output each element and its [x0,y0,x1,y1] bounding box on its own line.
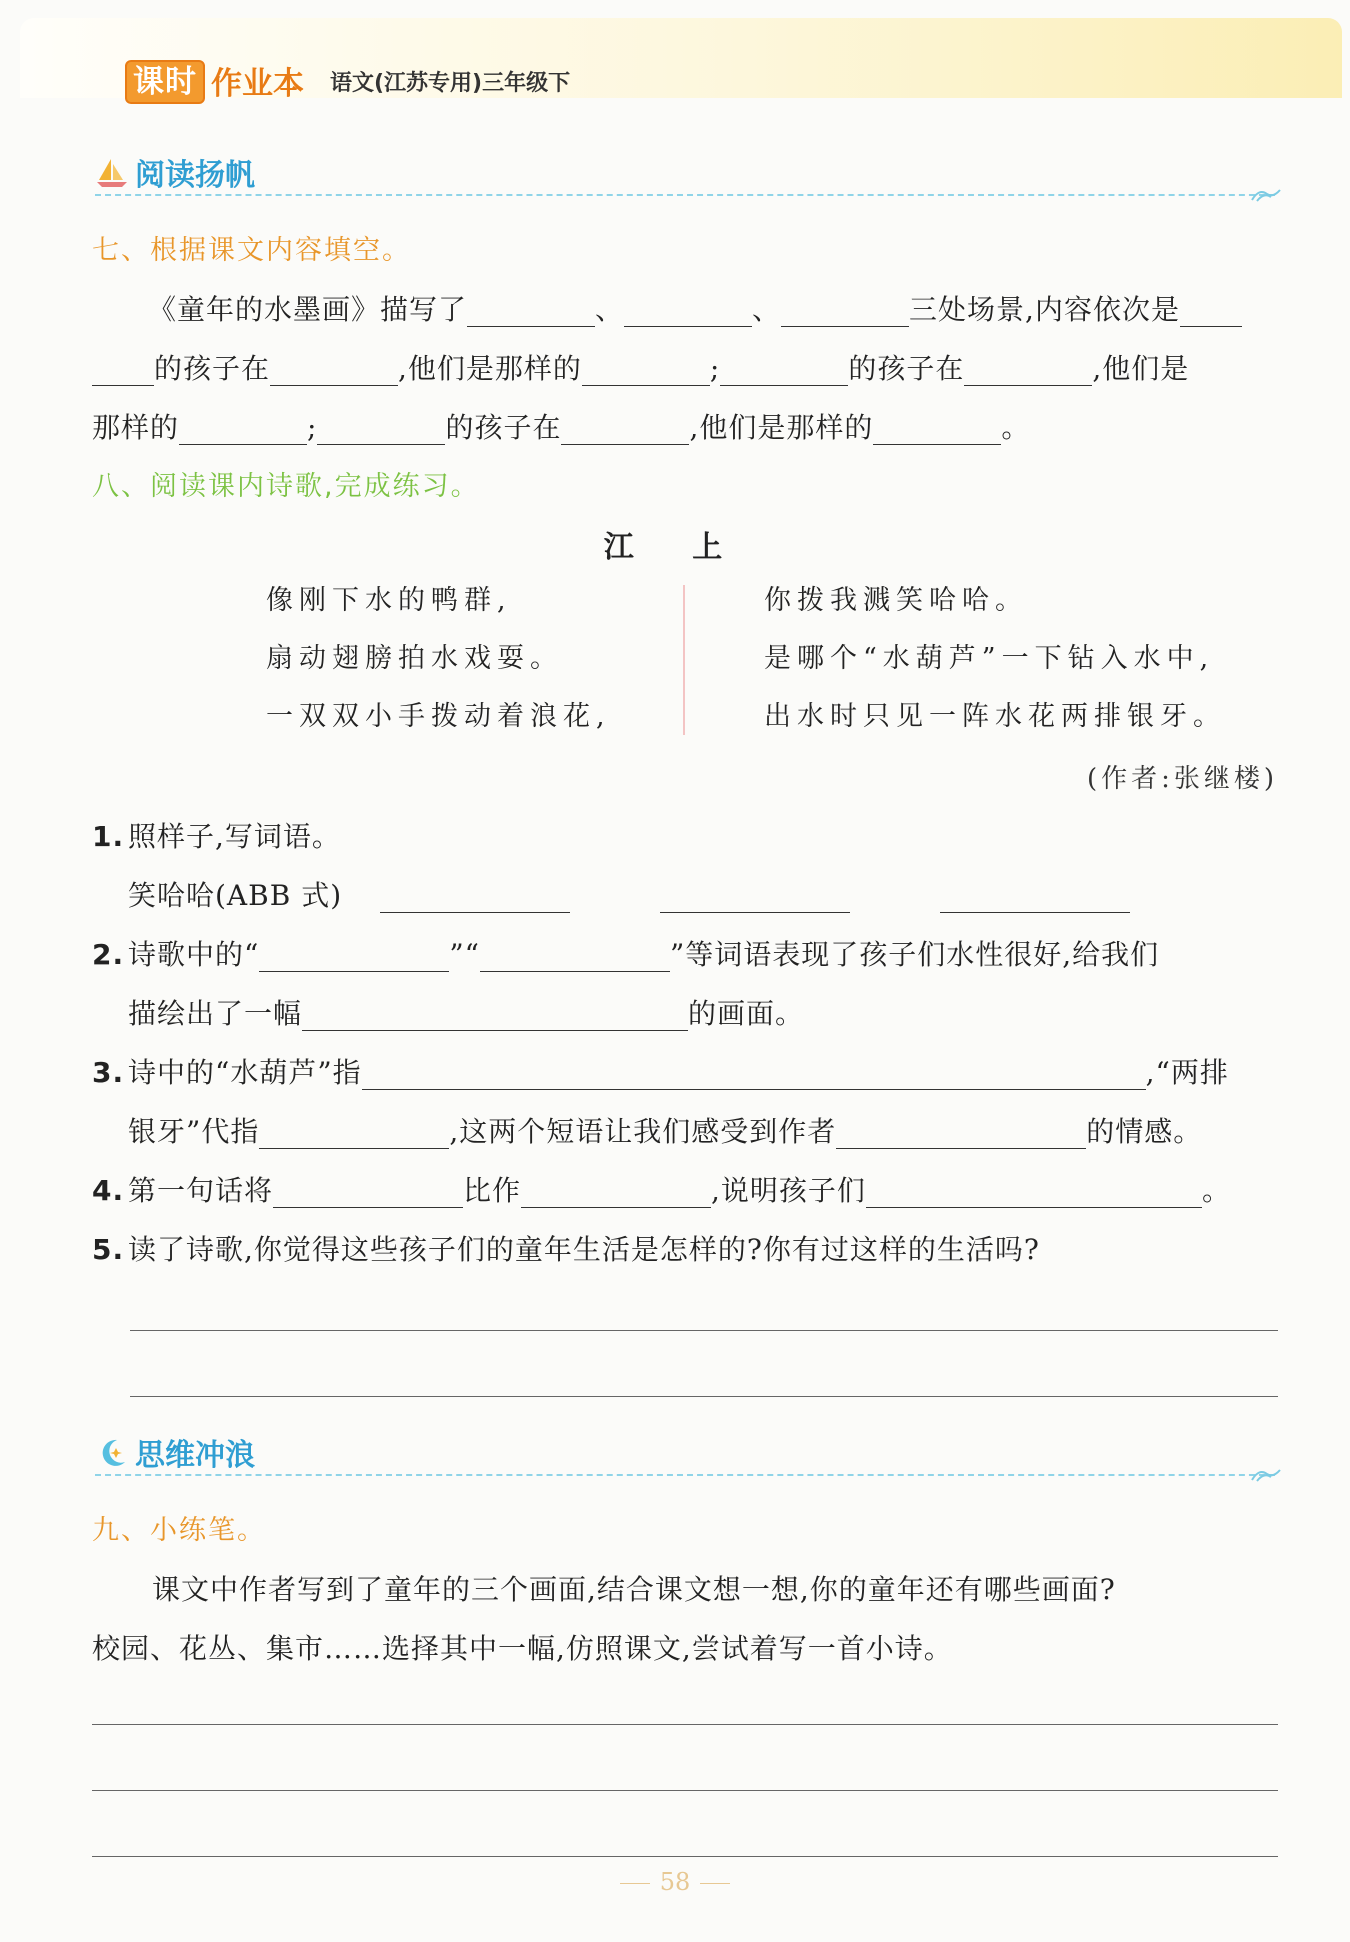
q7-line-3 [92,398,1282,457]
blank[interactable] [1180,292,1242,327]
blank[interactable] [179,410,307,445]
text: 、 [752,293,782,326]
item-number: 3. [92,1056,125,1089]
answer-blank[interactable] [660,878,850,913]
blank[interactable] [92,351,154,386]
text: 《童年的水墨画》描写了 [148,293,468,326]
blank[interactable] [259,1114,449,1149]
q7-line-1 [92,280,1282,339]
section-title: 阅读扬帆 [135,158,255,193]
blank[interactable] [302,996,688,1031]
item-number: 4. [92,1174,125,1207]
text: 的情感。 [1086,1115,1203,1148]
text: ,说明孩子们 [711,1174,866,1207]
q8-item-3-cont [92,1102,1318,1161]
text: 、 [595,293,625,326]
blank[interactable] [362,1055,1146,1090]
q8-item-1-example [92,866,1318,925]
blank[interactable] [873,410,1001,445]
text: 的孩子在 [848,352,965,385]
text: ,这两个短语让我们感受到作者 [449,1115,837,1148]
answer-line[interactable] [92,1856,1278,1857]
text: 的孩子在 [445,411,562,444]
q9-paragraph-1: 课文中作者写到了童年的三个画面,结合课文想一想,你的童年还有哪些画面? [152,1573,1116,1606]
poem-author: (作者:张继楼) [1086,764,1278,794]
q9-paragraph-2: 校园、花丛、集市……选择其中一幅,仿照课文,尝试着写一首小诗。 [92,1632,953,1665]
blank[interactable] [781,292,909,327]
q8-item-4 [92,1161,1282,1220]
text: ,他们是那样的 [689,411,874,444]
section-thinking [95,1428,1275,1476]
text: 银牙”代指 [128,1115,260,1148]
page-number-text: 58 [659,1868,691,1896]
text: ,他们是 [1092,352,1190,385]
q8-item-3 [92,1043,1282,1102]
poem-title: 江 上 [603,530,747,565]
blank[interactable] [480,937,670,972]
blank[interactable] [624,292,752,327]
wave-icon [1251,1466,1281,1482]
text: ”等词语表现了孩子们水性很好,给我们 [669,938,1160,971]
blank[interactable] [317,410,445,445]
answer-line[interactable] [130,1330,1278,1331]
poem-line: 是哪个“水葫芦”一下钻入水中, [764,643,1215,674]
text: 比作 [463,1174,522,1207]
blank[interactable] [270,351,398,386]
poem-line: 一双双小手拨动着浪花, [266,701,611,732]
text: 那样的 [92,411,180,444]
blank[interactable] [521,1173,711,1208]
item-number: 1. [92,820,125,853]
text: ; [307,411,318,444]
text: ,他们是那样的 [398,352,582,385]
page-number [0,1868,1350,1896]
text: ”“ [449,938,480,971]
blank[interactable] [836,1114,1086,1149]
blank[interactable] [582,351,710,386]
text: 描绘出了一幅 [128,997,303,1030]
text: 。 [1001,411,1031,444]
question-8-title: 八、阅读课内诗歌,完成练习。 [92,471,480,502]
q8-item-1 [92,807,1282,866]
poem-line: 像刚下水的鸭群, [266,585,512,616]
wave-icon [1251,186,1281,202]
item-text: 读了诗歌,你觉得这些孩子们的童年生活是怎样的?你有过这样的生活吗? [128,1233,1040,1266]
sailboat-icon [95,156,129,190]
blank[interactable] [866,1173,1202,1208]
poem-right-column [764,572,1226,746]
q8-item-2 [92,925,1282,984]
answer-line[interactable] [130,1396,1278,1397]
poem-left-column [266,572,611,746]
moon-star-icon [95,1436,129,1470]
blank[interactable] [720,351,848,386]
item-text: 照样子,写词语。 [128,820,341,853]
text: 三处场景,内容依次是 [909,293,1180,326]
item-number: 2. [92,938,125,971]
text: 的画面。 [688,997,805,1030]
text: 。 [1201,1174,1231,1207]
item-number: 5. [92,1233,125,1266]
answer-line[interactable] [92,1724,1278,1725]
question-7-title: 七、根据课文内容填空。 [92,235,411,266]
answer-line[interactable] [92,1790,1278,1791]
blank[interactable] [467,292,595,327]
brand-name: 作业本 [211,66,304,102]
section-title: 思维冲浪 [135,1438,255,1473]
example-text: 笑哈哈(ABB 式) [128,879,343,912]
poem-line: 扇动翅膀拍水戏耍。 [266,643,563,674]
text: 诗中的“水葫芦”指 [128,1056,362,1089]
blank[interactable] [964,351,1092,386]
book-subtitle: 语文(江苏专用)三年级下 [330,71,571,96]
blank[interactable] [273,1173,463,1208]
poem-divider [683,585,685,735]
blank[interactable] [561,410,689,445]
brand-logo: 课时 [125,60,205,104]
blank[interactable] [259,937,449,972]
question-9-title: 九、小练笔。 [92,1515,266,1546]
text: ; [709,352,721,385]
text: 第一句话将 [128,1174,274,1207]
text: ,“两排 [1145,1056,1229,1089]
text: 的孩子在 [154,352,271,385]
poem-line: 出水时只见一阵水花两排银牙。 [764,701,1226,732]
header [125,60,570,104]
answer-blank[interactable] [940,878,1130,913]
q7-line-2 [92,339,1282,398]
poem-line: 你拨我溅笑哈哈。 [764,585,1028,616]
text: 诗歌中的“ [128,938,260,971]
section-reading [95,148,1275,196]
answer-blank[interactable] [380,878,570,913]
q8-item-5 [92,1220,1282,1279]
q8-item-2-cont [92,984,1318,1043]
